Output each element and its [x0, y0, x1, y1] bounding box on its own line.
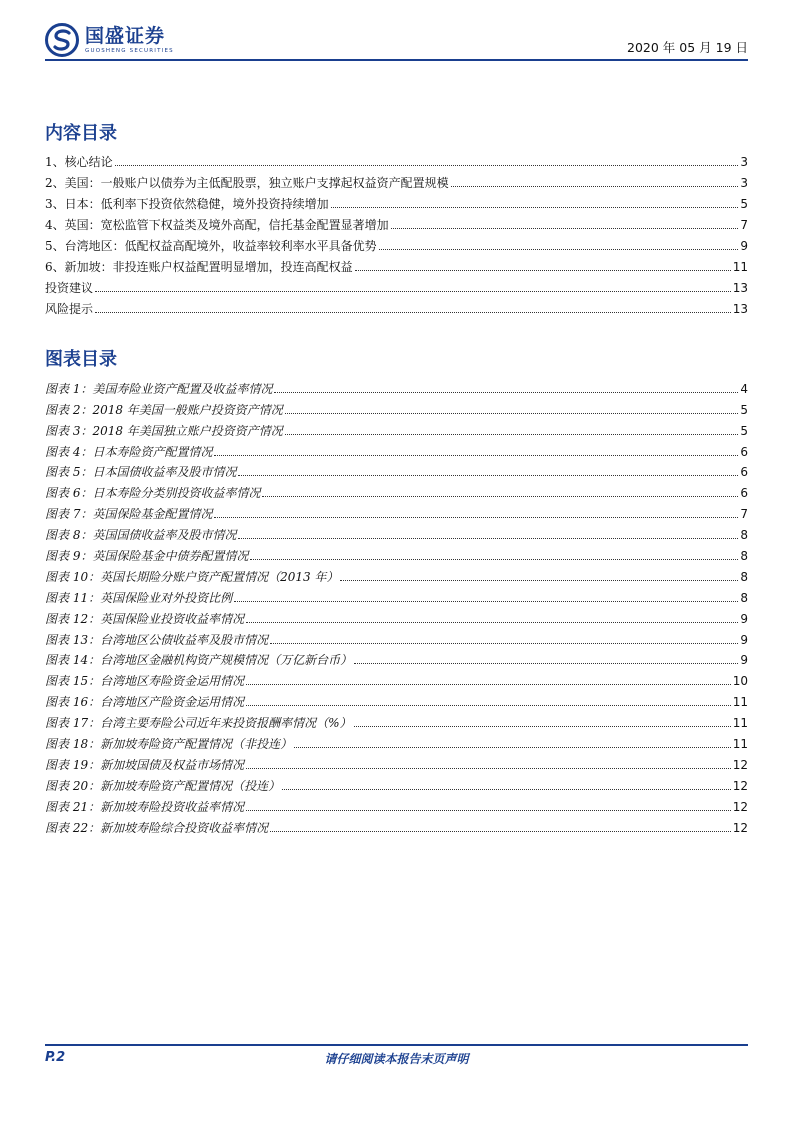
chart-toc-entry[interactable] [45, 438, 748, 459]
dot-leader [285, 413, 739, 414]
chart-toc-entry[interactable] [45, 814, 748, 835]
chart-toc-entry-title[interactable]: 图表 17：台湾主要寿险公司近年来投资报酬率情况（%） [45, 716, 352, 731]
chart-toc-entry-title[interactable]: 图表 13：台湾地区公债收益率及股市情况 [45, 632, 269, 647]
chart-toc-entry[interactable] [45, 605, 748, 626]
dot-leader [246, 622, 738, 623]
toc-entry[interactable] [45, 253, 748, 274]
chart-toc-entry[interactable] [45, 417, 748, 438]
toc-entry-page[interactable]: 3 [740, 155, 748, 169]
chart-toc-entry[interactable] [45, 772, 748, 793]
footer-disclaimer: 请仔细阅读本报告末页声明 [324, 1052, 469, 1066]
dot-leader [270, 831, 731, 832]
dot-leader [354, 726, 731, 727]
chart-toc-entry-title[interactable]: 图表 8：英国国债收益率及股市情况 [45, 528, 237, 543]
chart-toc-entry-title[interactable]: 图表 11：英国保险业对外投资比例 [45, 590, 233, 605]
chart-toc-entry[interactable] [45, 542, 748, 563]
chart-toc-entry-title[interactable]: 图表 5：日本国债收益率及股市情况 [45, 465, 237, 480]
chart-toc-entry[interactable] [45, 793, 748, 814]
toc-entry-page[interactable]: 5 [740, 197, 748, 211]
dot-leader [354, 663, 738, 664]
dot-leader [95, 312, 731, 313]
chart-toc-entry[interactable] [45, 667, 748, 688]
dot-leader [238, 475, 738, 476]
chart-toc-entry[interactable] [45, 730, 748, 751]
toc-entry[interactable] [45, 211, 748, 232]
chart-toc-entry-page[interactable]: 12 [732, 757, 748, 772]
toc-entry[interactable] [45, 148, 748, 169]
charts-title: 图表目录 [45, 349, 117, 370]
dot-leader [294, 747, 731, 748]
toc-entry-title[interactable]: 5、台湾地区：低配权益高配境外，收益率较利率水平具备优势 [45, 239, 377, 253]
chart-toc-entry[interactable] [45, 626, 748, 647]
chart-toc-entry-page[interactable]: 9 [740, 653, 748, 668]
chart-toc-entry-page[interactable]: 12 [732, 799, 748, 814]
toc-entry-page[interactable]: 11 [732, 260, 748, 274]
chart-toc-entry-page[interactable]: 11 [732, 716, 748, 731]
toc-entry-title[interactable]: 4、英国：宽松监管下权益类及境外高配，信托基金配置显著增加 [45, 218, 389, 232]
brand-logo [45, 20, 174, 60]
chart-toc-entry-page[interactable]: 8 [740, 590, 748, 605]
dot-leader [250, 559, 738, 560]
chart-toc-entry[interactable] [45, 521, 748, 542]
chart-toc-entry-title[interactable]: 图表 22：新加坡寿险综合投资收益率情况 [45, 820, 269, 835]
dot-leader [379, 249, 739, 250]
chart-toc-entry-page[interactable]: 8 [740, 569, 748, 584]
dot-leader [274, 392, 738, 393]
chart-toc-entry[interactable] [45, 688, 748, 709]
chart-toc-entry-page[interactable]: 11 [732, 695, 748, 710]
chart-toc-entry-page[interactable]: 12 [732, 820, 748, 835]
chart-toc-entry-page[interactable]: 10 [732, 674, 748, 689]
toc-entry-page[interactable]: 9 [740, 239, 748, 253]
dot-leader [214, 517, 738, 518]
dot-leader [282, 789, 731, 790]
dot-leader [355, 270, 731, 271]
toc-entry-title[interactable]: 风险提示 [45, 302, 94, 316]
chart-toc-entry-title[interactable]: 图表 9：英国保险基金中债券配置情况 [45, 549, 249, 564]
page-header [45, 18, 748, 60]
toc-entry[interactable] [45, 169, 748, 190]
toc-entry-page[interactable]: 13 [732, 281, 748, 295]
dot-leader [238, 538, 738, 539]
chart-toc-entry-title[interactable]: 图表 2：2018 年美国一般账户投资资产情况 [45, 402, 283, 417]
chart-toc-entry-title[interactable]: 图表 4：日本寿险资产配置情况 [45, 444, 213, 459]
dot-leader [451, 186, 739, 187]
chart-toc-entry-page[interactable]: 8 [740, 549, 748, 564]
chart-toc-entry-page[interactable]: 7 [740, 507, 748, 522]
chart-toc-entry-page[interactable]: 5 [740, 423, 748, 438]
contents-list [45, 148, 748, 316]
chart-toc-entry-title[interactable]: 图表 21：新加坡寿险投资收益率情况 [45, 799, 245, 814]
chart-toc-entry-title[interactable]: 图表 10：英国长期险分账户资产配置情况（2013 年） [45, 569, 339, 584]
chart-toc-entry-title[interactable]: 图表 18：新加坡寿险资产配置情况（非投连） [45, 737, 293, 752]
chart-toc-entry-title[interactable]: 图表 12：英国保险业投资收益率情况 [45, 611, 245, 626]
chart-toc-entry-page[interactable]: 8 [740, 528, 748, 543]
chart-toc-entry-page[interactable]: 9 [740, 611, 748, 626]
chart-toc-entry-page[interactable]: 9 [740, 632, 748, 647]
dot-leader [214, 455, 738, 456]
chart-toc-entry-page[interactable]: 4 [740, 381, 748, 396]
chart-toc-entry[interactable] [45, 751, 748, 772]
dot-leader [95, 291, 731, 292]
chart-toc-entry-title[interactable]: 图表 16：台湾地区产险资金运用情况 [45, 695, 245, 710]
chart-toc-entry-title[interactable]: 图表 20：新加坡寿险资产配置情况（投连） [45, 778, 281, 793]
guosheng-logo-icon [45, 23, 79, 57]
chart-toc-entry[interactable] [45, 584, 748, 605]
chart-toc-entry[interactable] [45, 563, 748, 584]
toc-entry-page[interactable]: 3 [740, 176, 748, 190]
chart-toc-entry-page[interactable]: 5 [740, 402, 748, 417]
dot-leader [246, 705, 731, 706]
dot-leader [246, 810, 731, 811]
chart-toc-entry-title[interactable]: 图表 1：美国寿险业资产配置及收益率情况 [45, 381, 273, 396]
toc-entry[interactable] [45, 274, 748, 295]
chart-toc-entry-page[interactable]: 6 [740, 444, 748, 459]
toc-entry[interactable] [45, 232, 748, 253]
header-divider [45, 59, 748, 61]
contents-title: 内容目录 [45, 123, 117, 144]
chart-toc-entry[interactable] [45, 647, 748, 668]
dot-leader [285, 434, 739, 435]
dot-leader [331, 207, 739, 208]
footer-page-number: P.2 [45, 1050, 66, 1065]
brand-name-en: GUOSHENG SECURITIES [85, 48, 174, 54]
chart-toc-entry[interactable] [45, 479, 748, 500]
chart-toc-entry-page[interactable]: 11 [732, 737, 748, 752]
dot-leader [262, 496, 738, 497]
chart-toc-entry-title[interactable]: 图表 6：日本寿险分类别投资收益率情况 [45, 486, 261, 501]
toc-entry-title[interactable]: 2、美国：一般账户以债券为主低配股票，独立账户支撑起权益资产配置规模 [45, 176, 449, 190]
chart-toc-entry[interactable] [45, 459, 748, 480]
toc-entry-page[interactable]: 7 [740, 218, 748, 232]
dot-leader [234, 601, 738, 602]
chart-toc-entry-page[interactable]: 6 [740, 486, 748, 501]
toc-entry[interactable] [45, 190, 748, 211]
toc-entry-title[interactable]: 投资建议 [45, 281, 94, 295]
dot-leader [246, 768, 731, 769]
chart-toc-entry-title[interactable]: 图表 19：新加坡国债及权益市场情况 [45, 757, 245, 772]
footer-divider [45, 1044, 748, 1046]
toc-entry[interactable] [45, 295, 748, 316]
chart-toc-entry-title[interactable]: 图表 3：2018 年美国独立账户投资资产情况 [45, 423, 283, 438]
toc-entry-title[interactable]: 3、日本：低利率下投资依然稳健，境外投资持续增加 [45, 197, 329, 211]
toc-entry-title[interactable]: 6、新加坡：非投连账户权益配置明显增加，投连高配权益 [45, 260, 353, 274]
chart-toc-entry[interactable] [45, 396, 748, 417]
dot-leader [340, 580, 738, 581]
dot-leader [115, 165, 739, 166]
dot-leader [270, 643, 738, 644]
charts-list [45, 375, 748, 835]
chart-toc-entry[interactable] [45, 500, 748, 521]
chart-toc-entry[interactable] [45, 709, 748, 730]
toc-entry-title[interactable]: 1、核心结论 [45, 155, 113, 169]
dot-leader [246, 684, 731, 685]
chart-toc-entry-title[interactable]: 图表 15：台湾地区寿险资金运用情况 [45, 674, 245, 689]
chart-toc-entry-title[interactable]: 图表 14：台湾地区金融机构资产规模情况（万亿新台币） [45, 653, 353, 668]
chart-toc-entry-title[interactable]: 图表 7：英国保险基金配置情况 [45, 507, 213, 522]
toc-entry-page[interactable]: 13 [732, 302, 748, 316]
brand-name-cn: 国盛证券 [85, 25, 166, 47]
dot-leader [391, 228, 739, 229]
chart-toc-entry[interactable] [45, 375, 748, 396]
report-date: 2020 年 05 月 19 日 [627, 40, 748, 55]
chart-toc-entry-page[interactable]: 12 [732, 778, 748, 793]
chart-toc-entry-page[interactable]: 6 [740, 465, 748, 480]
